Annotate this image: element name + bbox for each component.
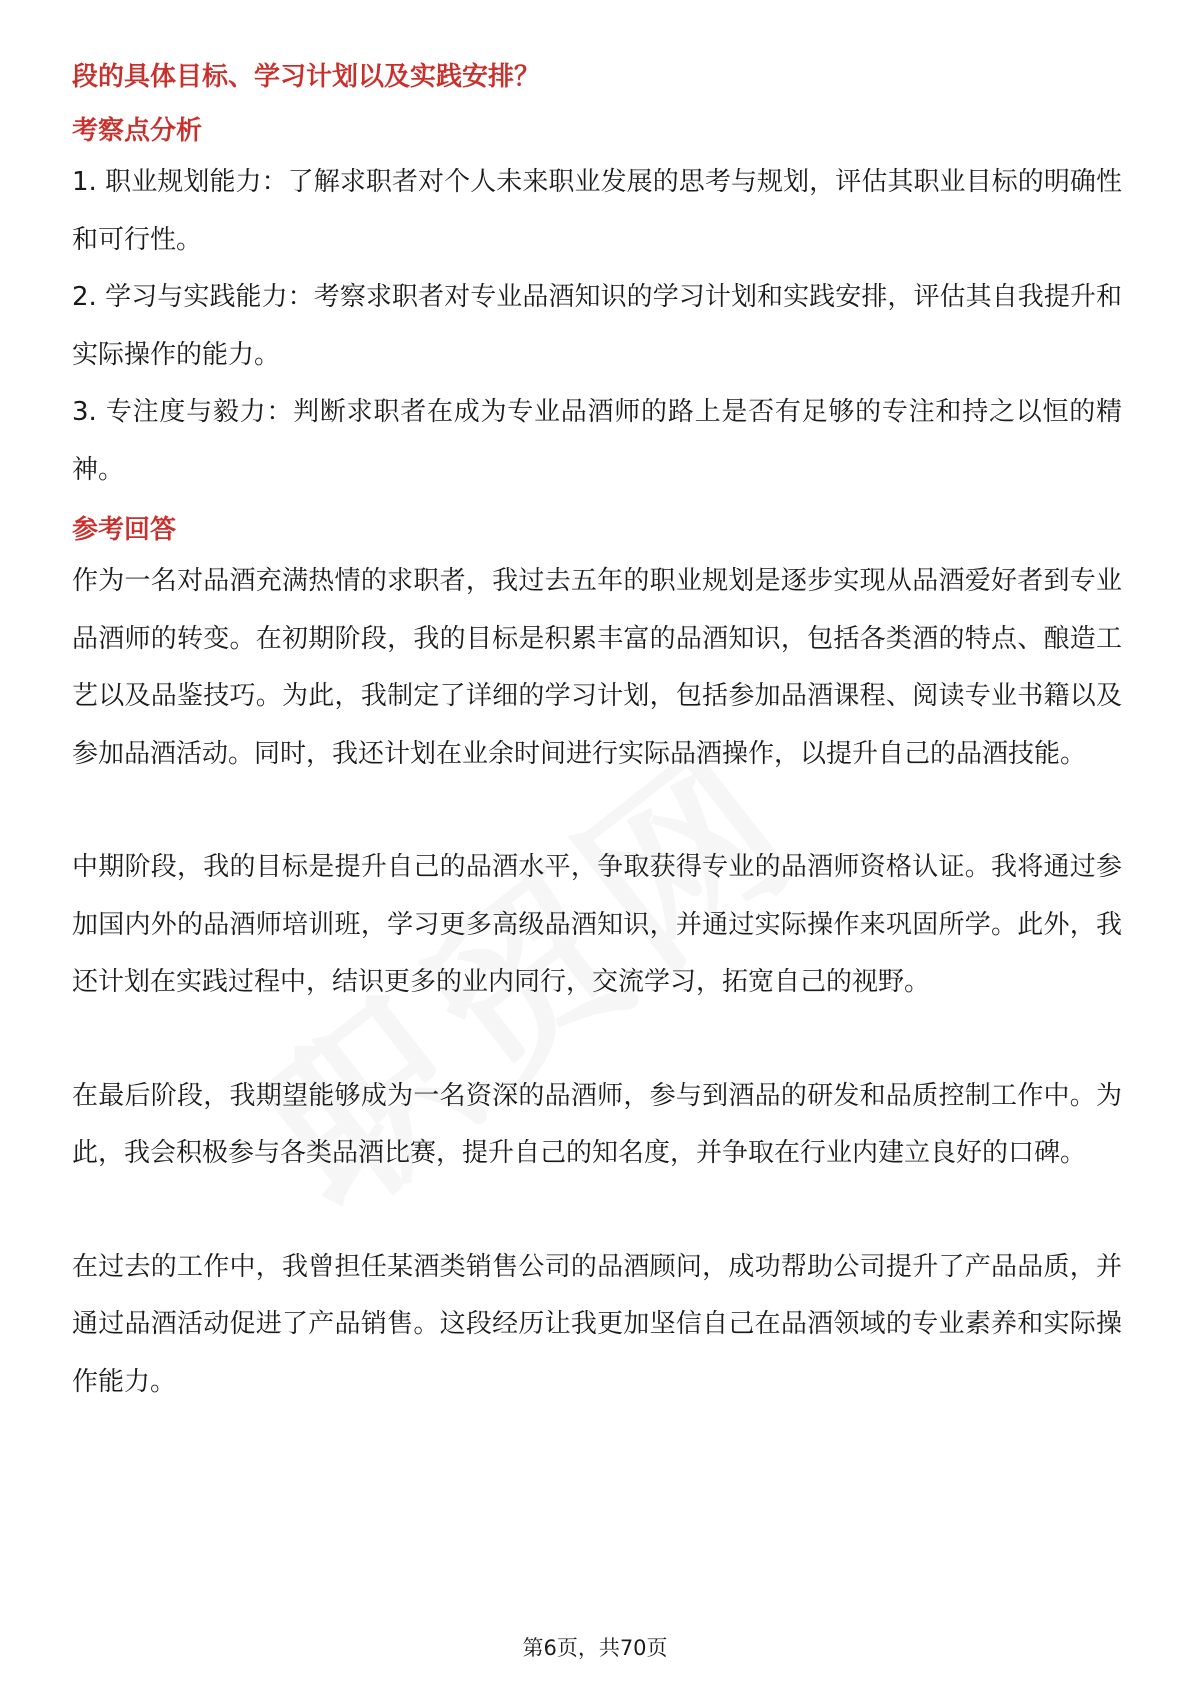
answer-paragraph: 在过去的工作中，我曾担任某酒类销售公司的品酒顾问，成功帮助公司提升了产品品质，并通过品酒活动促进了产品销售。这段经历让我更加坚信自己在品酒领域的专业素养和实际操作能力。 <box>72 1251 1122 1397</box>
document-page <box>72 54 1122 1411</box>
answer-paragraph: 作为一名对品酒充满热情的求职者，我过去五年的职业规划是逐步实现从品酒爱好者到专业品酒师的转变。在初期阶段，我的目标是积累丰富的品酒知识，包括各类酒的特点、酿造工艺以及品鉴技巧。为此，我制定了详细的学习计划，包括参加品酒课程、阅读专业书籍以及参加品酒活动。同时，我还计划在业余时间进行实际品酒操作，以提升自己的品酒技能。 <box>72 566 1122 769</box>
analysis-item: 1. 职业规划能力：了解求职者对个人未来职业发展的思考与规划，评估其职业目标的明确性和可行性。 <box>72 167 1122 255</box>
answer-paragraph: 在最后阶段，我期望能够成为一名资深的品酒师，参与到酒品的研发和品质控制工作中。为此，我会积极参与各类品酒比赛，提升自己的知名度，并争取在行业内建立良好的口碑。 <box>72 1080 1122 1168</box>
analysis-item: 2. 学习与实践能力：考察求职者对专业品酒知识的学习计划和实践安排，评估其自我提升和实际操作的能力。 <box>72 282 1122 370</box>
analysis-item: 3. 专注度与毅力：判断求职者在成为专业品酒师的路上是否有足够的专注和持之以恒的精神。 <box>72 397 1122 485</box>
answer-paragraph: 中期阶段，我的目标是提升自己的品酒水平，争取获得专业的品酒师资格认证。我将通过参加国内外的品酒师培训班，学习更多高级品酒知识，并通过实际操作来巩固所学。此外，我还计划在实践过程中，结识更多的业内同行，交流学习，拓宽自己的视野。 <box>72 852 1122 997</box>
page-number: 第6页，共70页 <box>522 1636 668 1660</box>
analysis-heading: 考察点分析 <box>72 116 203 146</box>
answer-heading: 参考回答 <box>72 515 177 545</box>
question-tail: 段的具体目标、学习计划以及实践安排？ <box>72 62 541 92</box>
